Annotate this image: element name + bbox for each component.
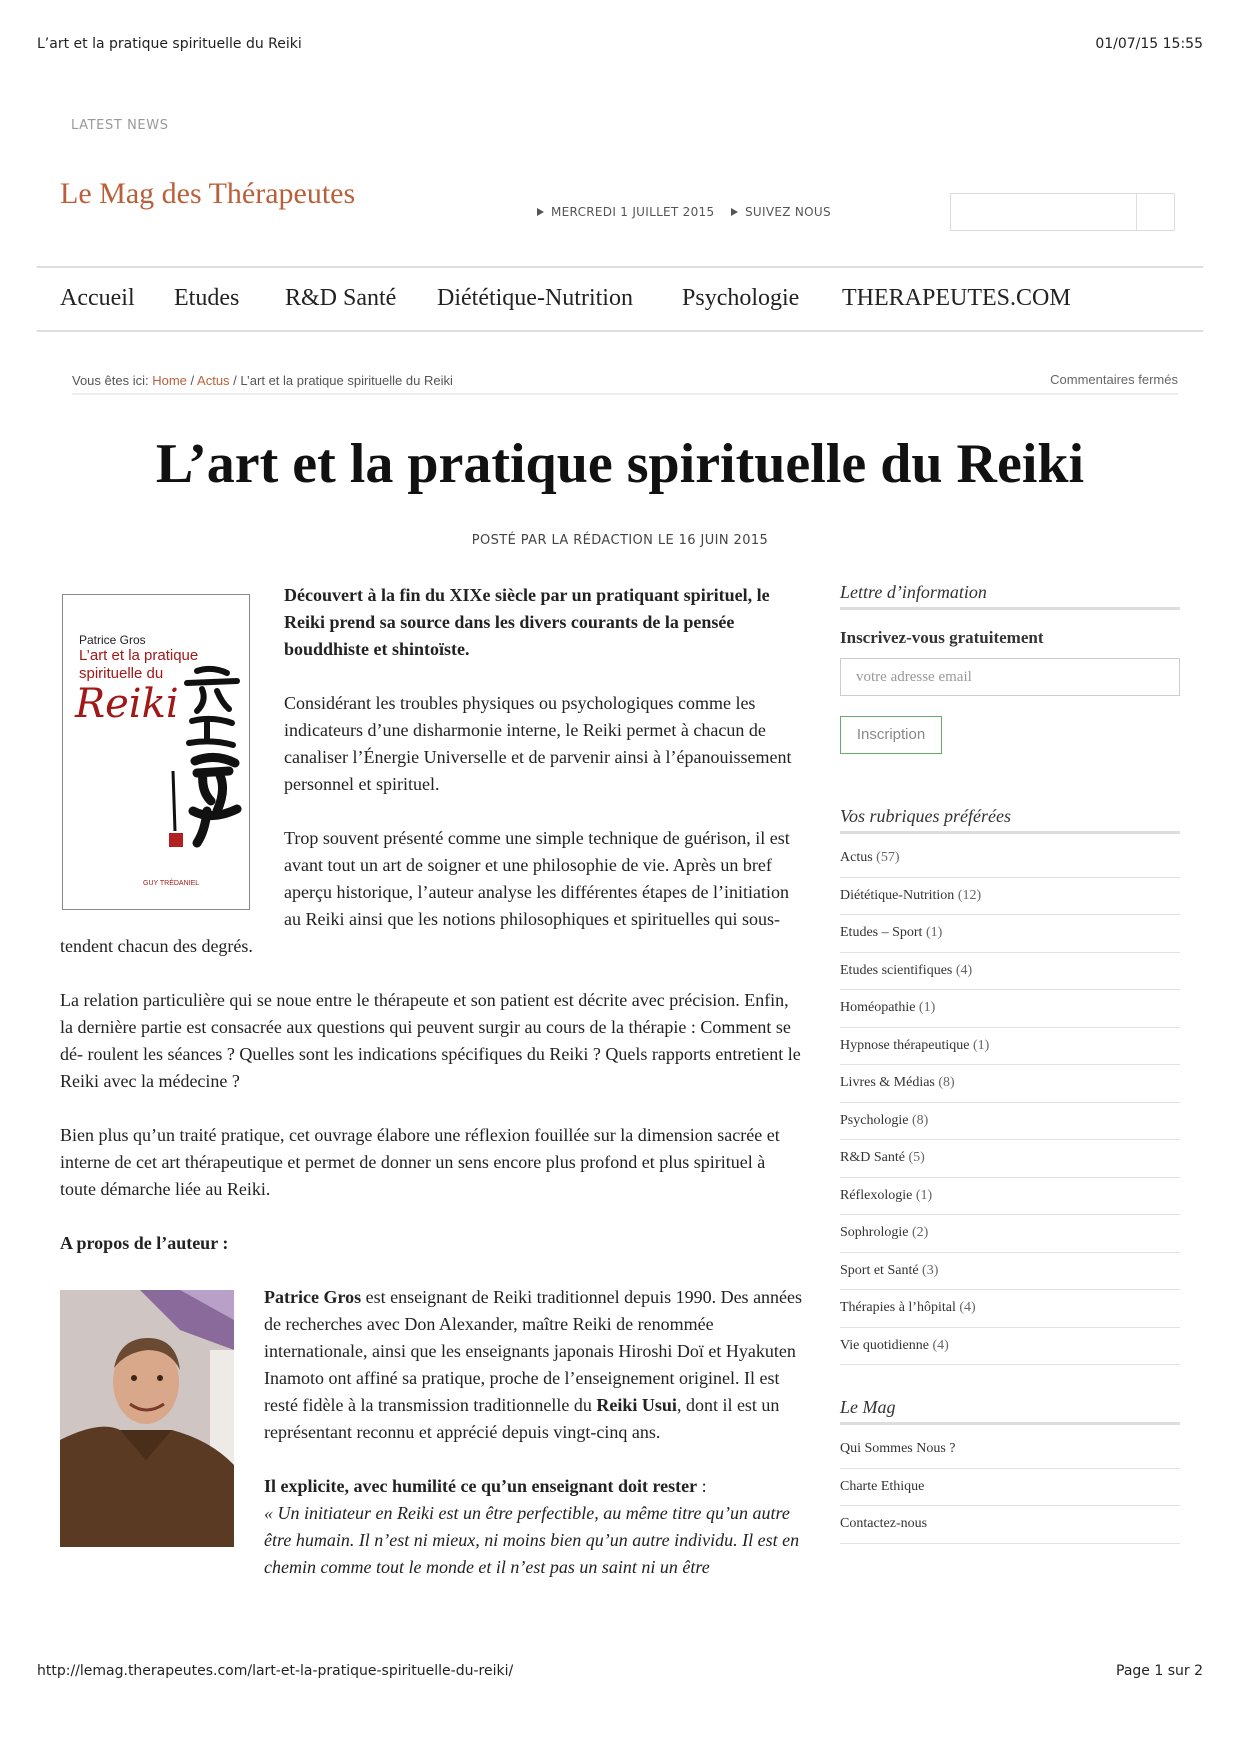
book-cover-image [62, 594, 250, 910]
follow-text: SUIVEZ NOUS [745, 205, 831, 219]
breadcrumb-separator: / [186, 373, 198, 388]
category-item[interactable] [840, 915, 1180, 953]
triangle-right-icon [731, 208, 738, 216]
latest-news-label: LATEST NEWS [71, 118, 169, 133]
category-name: Sport et Santé [840, 1262, 919, 1278]
nav-item-rd-sante[interactable]: R&D Santé [285, 285, 397, 311]
breadcrumb-separator: / [229, 373, 241, 388]
category-item[interactable] [840, 1140, 1180, 1178]
category-item[interactable] [840, 878, 1180, 916]
newsletter-label: Inscrivez-vous gratuitement [840, 628, 1044, 647]
post-paragraph: Bien plus qu’un traité pratique, cet ouvrage élabore une réflexion fouillée sur la dimension sacrée et interne de cet art thérapeutique et permet de donner un sens encore plus profond et plus spirituel à toute démarche liée au Reiki. [60, 1125, 780, 1199]
humility-lead: Il explicite, avec humilité ce qu’un enseignant doit rester [264, 1476, 698, 1496]
categories-title: Vos rubriques préférées [840, 806, 1180, 834]
category-item[interactable] [840, 1328, 1180, 1366]
category-count: (12) [957, 887, 982, 903]
print-footer-url: http://lemag.therapeutes.com/lart-et-la-pratique-spirituelle-du-reiki/ [37, 1663, 514, 1679]
search-box [950, 193, 1175, 231]
nav-item-accueil[interactable]: Accueil [60, 285, 135, 311]
author-portrait-illustration [60, 1290, 234, 1547]
nav-item-etudes[interactable]: Etudes [174, 285, 240, 311]
category-count: (1) [925, 925, 943, 940]
category-name: Sophrologie [840, 1225, 909, 1240]
breadcrumb-home[interactable]: Home [152, 373, 187, 388]
book-cover-publisher: GUY TRÉDANIEL [143, 880, 200, 887]
category-item[interactable] [840, 840, 1180, 878]
breadcrumb [72, 373, 1178, 395]
search-input[interactable] [951, 194, 1136, 230]
follow-link[interactable] [731, 205, 831, 219]
category-count: (3) [922, 1262, 939, 1278]
category-name: Hypnose thérapeutique [840, 1037, 970, 1053]
date-text: MERCREDI 1 JUILLET 2015 [551, 205, 715, 219]
mag-item[interactable]: Qui Sommes Nous ? [840, 1431, 1180, 1469]
comments-status: Commentaires fermés [1050, 372, 1178, 387]
category-name: Diététique-Nutrition [840, 887, 955, 903]
category-count: (4) [932, 1337, 949, 1353]
category-item[interactable] [840, 1290, 1180, 1328]
sidebar [840, 582, 1180, 1544]
nav-item-psychologie[interactable]: Psychologie [682, 285, 800, 311]
mag-item[interactable]: Charte Ethique [840, 1469, 1180, 1507]
category-name: Psychologie [840, 1112, 909, 1128]
category-count: (1) [918, 1000, 936, 1015]
book-cover-author: Patrice Gros [79, 633, 146, 647]
category-name: Réflexologie [840, 1187, 913, 1203]
category-count: (57) [876, 850, 900, 865]
subscribe-button[interactable]: Inscription [840, 716, 942, 754]
post-paragraph: Trop souvent présenté comme une simple technique de guérison, il est avant tout un art de soigner et une philosophie de vie. Après un bref aperçu historique, l’auteur analyse les différentes étapes de l’initiation au Reiki ainsi que les notions philosophiques et spirituelles qui sous-tendent chacun des degrés. [60, 828, 790, 956]
post-paragraph: Considérant les troubles physiques ou psychologiques comme les indicateurs d’une disharmonie interne, le Reiki permet à chacun de canaliser l’Énergie Universelle et de parvenir ainsi à l’épanouissement personnel et spirituel. [284, 693, 792, 794]
main-nav [37, 266, 1203, 332]
email-field[interactable]: votre adresse email [840, 658, 1180, 696]
date-link [537, 205, 714, 219]
categories-list [840, 840, 1180, 1365]
post-paragraph: La relation particulière qui se noue entre le thérapeute et son patient est décrite avec précision. Enfin, la dernière partie est consacrée aux questions qui peuvent surgir au cours de la thérapie : Comment se dé- roulent les séances ? Quelles sont les indications spécifiques du Reiki ? Quels rapports entretient le Reiki avec la médecine ? [60, 990, 801, 1091]
category-item[interactable] [840, 1028, 1180, 1066]
site-title[interactable]: Le Mag des Thérapeutes [60, 177, 356, 210]
print-footer-page: Page 1 sur 2 [1116, 1663, 1203, 1679]
author-bio-text-1: est enseignant de Reiki traditionnel depuis 1990. Des années de recherches avec Don Alexander, maître Reiki de renommée internationale, ainsi que les enseignants japonais Hiroshi Doï et Hyakuten Inamoto ont affiné sa pratique, proche de l’enseignement originel. Il est resté fidèle à la transmission traditionnelle du [264, 1287, 803, 1415]
book-cover-reiki: Reiki [75, 681, 179, 727]
post-byline: POSTÉ PAR LA RÉDACTION LE 16 JUIN 2015 [471, 533, 769, 548]
category-name: Etudes – Sport [840, 925, 923, 940]
triangle-right-icon [537, 208, 544, 216]
category-count: (8) [938, 1075, 955, 1090]
category-item[interactable] [840, 1065, 1180, 1103]
post-content [60, 582, 805, 1608]
author-name: Patrice Gros [264, 1287, 362, 1307]
post-title: L’art et la pratique spirituelle du Reiki [155, 433, 1085, 495]
about-author-heading: A propos de l’auteur : [60, 1233, 229, 1253]
category-name: Livres & Médias [840, 1075, 935, 1090]
mag-title: Le Mag [840, 1397, 1180, 1425]
print-header-title: L’art et la pratique spirituelle du Reiki [37, 36, 302, 52]
breadcrumb-prefix: Vous êtes ici: [72, 373, 153, 388]
print-header [37, 36, 1203, 56]
category-item[interactable] [840, 990, 1180, 1028]
category-count: (2) [911, 1225, 929, 1240]
mag-list [840, 1431, 1180, 1544]
humility-colon: : [697, 1476, 707, 1496]
breadcrumb-actus[interactable]: Actus [197, 373, 230, 388]
category-name: R&D Santé [840, 1150, 905, 1165]
newsletter-title: Lettre d’information [840, 582, 1180, 610]
category-name: Etudes scientifiques [840, 962, 953, 978]
category-name: Vie quotidienne [840, 1337, 929, 1353]
category-name: Actus [840, 850, 873, 865]
nav-item-therapeutes[interactable]: THERAPEUTES.COM [842, 285, 1071, 311]
print-footer [37, 1663, 1203, 1683]
author-photo [60, 1290, 234, 1547]
mag-item[interactable]: Contactez-nous [840, 1506, 1180, 1544]
nav-item-dietetique[interactable]: Diététique-Nutrition [437, 285, 633, 311]
category-item[interactable] [840, 1178, 1180, 1216]
category-count: (8) [911, 1112, 929, 1128]
category-count: (4) [959, 1300, 976, 1315]
book-cover-title-line1: L’art et la pratique [79, 647, 199, 664]
category-item[interactable] [840, 1253, 1180, 1291]
author-quote: « Un initiateur en Reiki est un être perfectible, au même titre qu’un autre être humain. Il n’est ni mieux, ni moins bien qu’un autre individu. Il est en chemin comme tout le monde et il n’est pas un saint ni un être [264, 1503, 800, 1577]
print-header-datetime: 01/07/15 15:55 [1095, 36, 1203, 52]
author-bio-text-2: , dont il est un représentant reconnu et apprécié depuis vingt-cinq ans. [264, 1395, 780, 1442]
category-count: (1) [972, 1037, 990, 1053]
category-item[interactable] [840, 953, 1180, 991]
calligraphy-illustration [167, 661, 247, 851]
post-intro: Découvert à la fin du XIXe siècle par un pratiquant spirituel, le Reiki prend sa source dans les divers courants de la pensée bouddhiste et shintoïste. [284, 585, 770, 659]
category-count: (4) [955, 962, 973, 978]
category-count: (1) [915, 1187, 933, 1203]
search-button[interactable] [1136, 194, 1174, 230]
category-item[interactable] [840, 1103, 1180, 1141]
category-name: Thérapies à l’hôpital [840, 1300, 956, 1315]
category-count: (5) [908, 1150, 925, 1165]
category-item[interactable] [840, 1215, 1180, 1253]
reiki-usui: Reiki Usui [596, 1395, 677, 1415]
breadcrumb-current: L’art et la pratique spirituelle du Reiki [240, 373, 453, 388]
category-name: Homéopathie [840, 1000, 916, 1015]
book-cover-title-line2: spirituelle du [79, 665, 164, 682]
breadcrumb-trail [72, 373, 453, 388]
